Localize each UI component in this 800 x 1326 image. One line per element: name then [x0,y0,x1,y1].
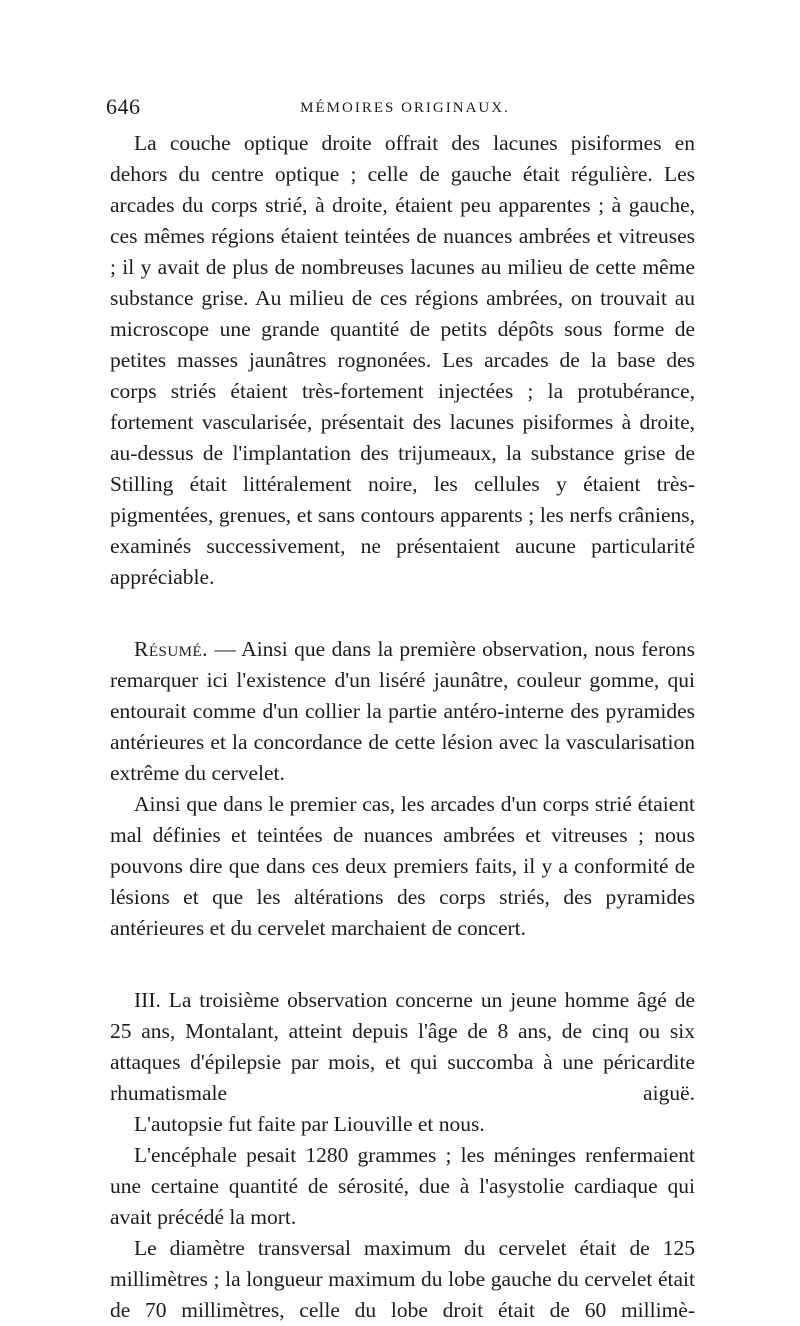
paragraph-gap [110,593,695,634]
paragraph-cerebellum-diameter: Le diamètre transversal maximum du cervelet était de 125 millimètres ; la longueur maximum du lobe gauche du cervelet était de 70 millimètres, celle du lobe droit était de 60 millimè- [110,1236,695,1322]
resume-label: Résumé. [134,637,209,661]
paragraph-third-observation [110,985,695,1109]
paragraph-gap [110,944,695,985]
body-text [110,128,695,1326]
observation-text: La troisième observation concerne un jeune homme âgé de 25 ans, Montalant, atteint depuis l'âge de 8 ans, de cinq ou six attaques d'épilepsie par mois, et qui succomba à une péricardite rhumatismale aiguë. [110,988,695,1105]
running-head: MÉMOIRES ORIGINAUX. [300,100,510,116]
paragraph-resume [110,634,695,789]
paragraph-first-case: Ainsi que dans le premier cas, les arcades d'un corps strié étaient mal définies et teintées de nuances ambrées et vitreuses ; nous pouvons dire que dans ces deux premiers faits, il y a conformité de lésions et que les altérations des corps striés, des pyramides antérieures et du cervelet marchaient de concert. [110,792,695,940]
observation-numeral: III. [134,988,161,1012]
paragraph-encephalon-weight: L'encéphale pesait 1280 grammes ; les méninges renfermaient une certaine quantité de sérosité, due à l'asystolie cardiaque qui avait précédé la mort. [110,1143,695,1229]
page-number: 646 [106,94,141,119]
paragraph-optic-layer: La couche optique droite offrait des lacunes pisiformes en dehors du centre optique ; celle de gauche était régulière. Les arcades du corps strié, à droite, étaient peu apparentes ; à gauche, ces mêmes régions étaient teintées de nuances ambrées et vitreuses ; il y avait de plus de nombreuses lacunes au milieu de cette même substance grise. Au milieu de ces régions ambrées, on trouvait au microscope une grande quantité de petits dépôts sous forme de petites masses jaunâtres rognonées. Les arcades de la base des corps striés étaient très-fortement injectées ; la protubérance, fortement vascularisée, présentait des lacunes pisiformes à droite, au-dessus de l'implantation des trijumeaux, la substance grise de Stilling était littéralement noire, les cellules y étaient très-pigmentées, grenues, et sans contours apparents ; les nerfs crâniens, examinés successivement, ne présentaient aucune particularité appréciable. [110,131,695,589]
resume-text: — Ainsi que dans la première observation, nous ferons remarquer ici l'existence d'un liséré jaunâtre, couleur gomme, qui entourait comme d'un collier la partie antéro-interne des pyramides antérieures et la concordance de cette lésion avec la vascularisation extrême du cervelet. [110,637,695,785]
paragraph-autopsy: L'autopsie fut faite par Liouville et nous. [134,1112,485,1136]
